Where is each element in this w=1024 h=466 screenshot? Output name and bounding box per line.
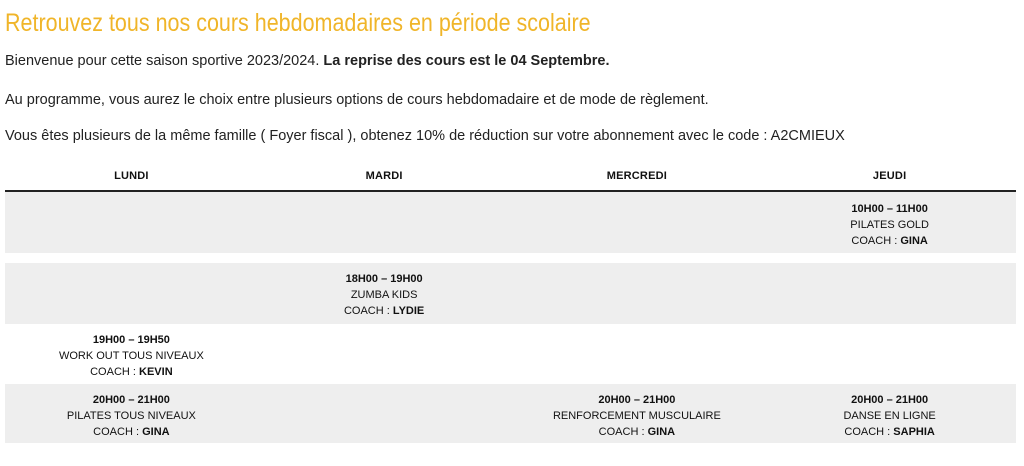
coach-name: GINA	[142, 426, 170, 438]
schedule-cell-empty	[511, 324, 764, 384]
schedule-cell-empty	[258, 384, 511, 443]
coach-label: COACH :	[851, 235, 901, 247]
course-name: WORK OUT TOUS NIVEAUX	[58, 350, 204, 362]
course-time: 20H00 – 21H00	[92, 394, 170, 406]
reprise-date-text: La reprise des cours est le 04 Septembre.	[323, 53, 610, 69]
coach-name: KEVIN	[139, 366, 173, 378]
intro-family-discount: Vous êtes plusieurs de la même famille ( Foyer fiscal ), obtenez 10% de réduction sur votre abonnement avec le code : A2CMIEUX	[5, 128, 845, 144]
day-header-mardi: MARDI	[365, 170, 403, 182]
course-time: 19H00 – 19H50	[92, 334, 170, 346]
coach-label: COACH :	[844, 426, 894, 438]
coach-name: GINA	[647, 426, 676, 438]
schedule-cell-course	[763, 384, 1016, 443]
schedule-row	[5, 384, 1016, 443]
schedule-cell-empty	[763, 263, 1016, 324]
weekly-schedule-table	[5, 163, 1016, 443]
course-name: ZUMBA KIDS	[350, 289, 418, 301]
schedule-cell-course	[511, 384, 764, 443]
coach-label: COACH :	[343, 305, 393, 317]
course-name: PILATES GOLD	[850, 219, 929, 231]
intro-programme: Au programme, vous aurez le choix entre plusieurs options de cours hebdomadaire et de mode de règlement.	[5, 92, 709, 108]
schedule-cell-empty	[5, 192, 258, 253]
schedule-cell-empty	[258, 324, 511, 384]
schedule-cell-empty	[511, 263, 764, 324]
coach-label: COACH :	[93, 426, 143, 438]
coach-label: COACH :	[598, 426, 648, 438]
course-coach	[511, 424, 764, 440]
coach-name: SAPHIA	[893, 426, 935, 438]
page-title: Retrouvez tous nos cours hebdomadaires en période scolaire	[5, 9, 591, 37]
intro-welcome	[5, 52, 610, 70]
course-name: RENFORCEMENT MUSCULAIRE	[552, 410, 721, 422]
schedule-row	[5, 324, 1016, 384]
course-coach	[763, 424, 1016, 440]
day-header-lundi: LUNDI	[114, 170, 149, 182]
coach-name: GINA	[900, 235, 928, 247]
schedule-header-row	[5, 163, 1016, 192]
course-time: 10H00 – 11H00	[851, 203, 928, 215]
schedule-row	[5, 263, 1016, 324]
day-header-jeudi: JEUDI	[872, 170, 907, 182]
course-name: DANSE EN LIGNE	[843, 410, 936, 422]
course-coach	[763, 233, 1016, 249]
coach-label: COACH :	[90, 366, 140, 378]
course-coach	[5, 364, 258, 380]
course-coach	[5, 424, 258, 440]
course-name: PILATES TOUS NIVEAUX	[66, 410, 196, 422]
schedule-cell-empty	[763, 324, 1016, 384]
welcome-text: Bienvenue pour cette saison sportive 2023/2024.	[5, 53, 320, 69]
course-coach	[258, 303, 511, 319]
schedule-cell-empty	[258, 192, 511, 253]
course-time: 20H00 – 21H00	[851, 394, 929, 406]
course-time: 18H00 – 19H00	[345, 273, 423, 285]
schedule-cell-course	[5, 384, 258, 443]
schedule-cell-course	[258, 263, 511, 324]
row-gap	[5, 253, 1016, 263]
day-header-mercredi: MERCREDI	[606, 170, 668, 182]
schedule-cell-course	[5, 324, 258, 384]
schedule-cell-empty	[511, 192, 764, 253]
schedule-cell-empty	[5, 263, 258, 324]
schedule-cell-course	[763, 192, 1016, 253]
schedule-row	[5, 192, 1016, 253]
coach-name: LYDIE	[392, 305, 425, 317]
course-time: 20H00 – 21H00	[598, 394, 676, 406]
